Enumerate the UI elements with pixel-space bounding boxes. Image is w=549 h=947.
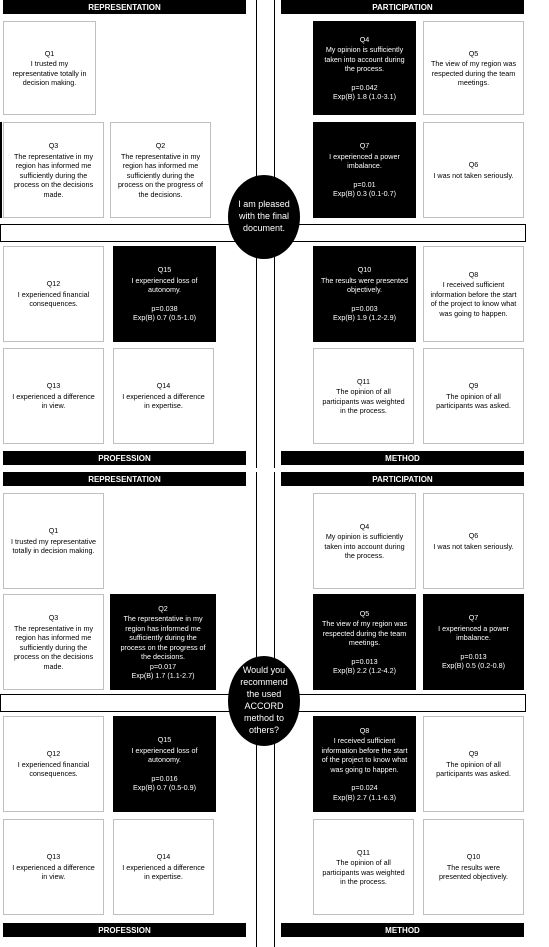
box-q4 bbox=[313, 21, 416, 115]
box-q5 bbox=[313, 594, 416, 690]
question-number: Q10 bbox=[357, 265, 372, 275]
question-number: Q10 bbox=[466, 852, 481, 862]
question-number: Q5 bbox=[359, 608, 370, 618]
label-method: METHOD bbox=[281, 923, 524, 937]
odds-ratio: Exp(B) 1.9 (1.2-2.9) bbox=[332, 313, 397, 323]
question-text: I experienced a difference in view. bbox=[12, 862, 95, 882]
question-text: I was not taken seriously. bbox=[433, 170, 514, 180]
question-number: Q11 bbox=[356, 376, 371, 386]
odds-ratio: Exp(B) 2.2 (1.2-4.2) bbox=[332, 666, 397, 675]
question-text: I experienced loss of autonomy. bbox=[131, 275, 198, 295]
p-value: p=0.042 bbox=[351, 82, 378, 92]
box-q10 bbox=[423, 819, 524, 915]
odds-ratio: Exp(B) 2.7 (1.1-6.3) bbox=[332, 792, 397, 802]
p-value: p=0.038 bbox=[151, 303, 178, 313]
question-text: I was not taken seriously. bbox=[433, 541, 514, 551]
box-q1 bbox=[3, 21, 96, 115]
question-text: I experienced a difference in expertise. bbox=[122, 391, 205, 411]
label-representation: REPRESENTATION bbox=[3, 0, 246, 14]
question-text: I received sufficient information before the start of the project to know what was going to happen. bbox=[430, 280, 517, 318]
box-q13 bbox=[3, 819, 104, 915]
box-q9 bbox=[423, 348, 524, 444]
center-outcome-oval: Would you recommend the used ACCORD method to others? bbox=[228, 656, 300, 746]
question-text: I experienced financial consequences. bbox=[17, 759, 90, 779]
question-text: I experienced a power imbalance. bbox=[438, 623, 509, 643]
box-q9 bbox=[423, 716, 524, 812]
box-q2 bbox=[110, 594, 216, 690]
box-q14 bbox=[113, 348, 214, 444]
box-q12 bbox=[3, 716, 104, 812]
label-method: METHOD bbox=[281, 451, 524, 465]
question-text: I experienced a power imbalance. bbox=[329, 151, 400, 171]
box-q13 bbox=[3, 348, 104, 444]
question-number: Q6 bbox=[468, 160, 479, 169]
p-value: p=0.01 bbox=[353, 179, 376, 189]
question-number: Q12 bbox=[46, 279, 61, 289]
question-number: Q4 bbox=[359, 521, 370, 531]
label-profession: PROFESSION bbox=[3, 923, 246, 937]
question-text: The view of my region was respected during the team meetings. bbox=[430, 59, 517, 87]
question-text: The representative in my region has informed me sufficiently during the process on the progress of the decisions. bbox=[117, 151, 204, 199]
box-q5 bbox=[423, 21, 524, 115]
question-number: Q3 bbox=[48, 613, 59, 622]
question-text: The results were presented objectively. bbox=[320, 275, 409, 295]
odds-ratio: Exp(B) 1.8 (1.0-3.1) bbox=[332, 92, 397, 101]
question-number: Q5 bbox=[468, 48, 479, 58]
question-number: Q14 bbox=[156, 381, 171, 391]
question-number: Q15 bbox=[157, 265, 172, 275]
question-number: Q2 bbox=[155, 141, 166, 150]
box-q7 bbox=[423, 594, 524, 690]
question-number: Q9 bbox=[468, 381, 479, 391]
box-q11 bbox=[313, 348, 414, 444]
box-q6 bbox=[423, 493, 524, 589]
p-value: p=0.017 bbox=[149, 661, 177, 671]
question-number: Q8 bbox=[468, 269, 479, 279]
label-participation: PARTICIPATION bbox=[281, 472, 524, 486]
question-text: I trusted my representative totally in decision making. bbox=[12, 59, 87, 87]
question-text: I experienced a difference in expertise. bbox=[122, 862, 205, 882]
question-text: I experienced financial consequences. bbox=[17, 289, 90, 309]
question-number: Q1 bbox=[48, 526, 59, 536]
box-q12 bbox=[3, 246, 104, 342]
diagram-panel-2 bbox=[0, 472, 549, 947]
box-q4 bbox=[313, 493, 416, 589]
odds-ratio: Exp(B) 0.7 (0.5-0.9) bbox=[132, 783, 197, 793]
question-text: My opinion is sufficiently taken into account during the process. bbox=[324, 45, 405, 73]
label-participation: PARTICIPATION bbox=[281, 0, 524, 14]
box-q1 bbox=[3, 493, 104, 589]
box-q6 bbox=[423, 122, 524, 218]
question-number: Q1 bbox=[44, 48, 55, 58]
question-number: Q13 bbox=[46, 852, 61, 862]
p-value: p=0.013 bbox=[460, 651, 487, 661]
box-q14 bbox=[113, 819, 214, 915]
question-number: Q3 bbox=[48, 141, 59, 150]
box-q15 bbox=[113, 246, 216, 342]
question-text: The opinion of all participants was asked. bbox=[436, 391, 511, 411]
box-q3 bbox=[3, 594, 104, 690]
diagram-panel-1 bbox=[0, 0, 549, 470]
label-profession: PROFESSION bbox=[3, 451, 246, 465]
question-text: I experienced a difference in view. bbox=[12, 391, 95, 411]
question-text: The representative in my region has informed me sufficiently during the process on the progress of the decisions. bbox=[120, 614, 206, 661]
box-q15 bbox=[113, 716, 216, 812]
center-outcome-oval: I am pleased with the final document. bbox=[228, 175, 300, 259]
question-text: I received sufficient information before the start of the project to know what was going to happen. bbox=[321, 736, 408, 774]
box-q8 bbox=[423, 246, 524, 342]
question-number: Q8 bbox=[359, 725, 370, 735]
box-q8 bbox=[313, 716, 416, 812]
p-value: p=0.016 bbox=[151, 773, 178, 783]
question-number: Q4 bbox=[359, 34, 370, 44]
odds-ratio: Exp(B) 0.7 (0.5-1.0) bbox=[132, 313, 197, 323]
question-number: Q12 bbox=[46, 749, 61, 759]
odds-ratio: Exp(B) 1.7 (1.1-2.7) bbox=[131, 671, 195, 680]
question-number: Q9 bbox=[468, 749, 479, 759]
question-text: The representative in my region has informed me sufficiently during the process on the decisions made. bbox=[13, 151, 94, 199]
odds-ratio: Exp(B) 0.5 (0.2-0.8) bbox=[441, 661, 506, 671]
p-value: p=0.024 bbox=[351, 783, 378, 793]
question-text: My opinion is sufficiently taken into account during the process. bbox=[324, 532, 405, 560]
question-number: Q7 bbox=[468, 613, 479, 623]
box-q10 bbox=[313, 246, 416, 342]
odds-ratio: Exp(B) 0.3 (0.1-0.7) bbox=[332, 189, 397, 199]
question-text: The view of my region was respected during the team meetings. bbox=[321, 619, 408, 647]
label-representation: REPRESENTATION bbox=[3, 472, 246, 486]
question-text: The opinion of all participants was asked. bbox=[436, 759, 511, 779]
question-number: Q7 bbox=[359, 141, 370, 151]
question-text: The opinion of all participants was weighted in the process. bbox=[322, 387, 405, 415]
question-number: Q14 bbox=[156, 852, 171, 862]
p-value: p=0.003 bbox=[351, 303, 378, 313]
box-q2 bbox=[110, 122, 211, 218]
question-text: I experienced loss of autonomy. bbox=[131, 745, 198, 765]
edge-stripe bbox=[0, 122, 2, 218]
box-q7 bbox=[313, 122, 416, 218]
question-number: Q6 bbox=[468, 531, 479, 540]
question-text: The representative in my region has informed me sufficiently during the process on the decisions made. bbox=[13, 623, 94, 671]
question-text: The opinion of all participants was weighted in the process. bbox=[322, 858, 405, 886]
question-number: Q2 bbox=[158, 603, 168, 613]
question-number: Q13 bbox=[46, 381, 61, 391]
question-number: Q15 bbox=[157, 735, 172, 745]
question-number: Q11 bbox=[356, 847, 371, 857]
question-text: I trusted my representative totally in decision making. bbox=[10, 536, 97, 556]
p-value: p=0.013 bbox=[351, 656, 378, 666]
box-q3 bbox=[3, 122, 104, 218]
box-q11 bbox=[313, 819, 414, 915]
question-text: The results were presented objectively. bbox=[439, 862, 508, 882]
